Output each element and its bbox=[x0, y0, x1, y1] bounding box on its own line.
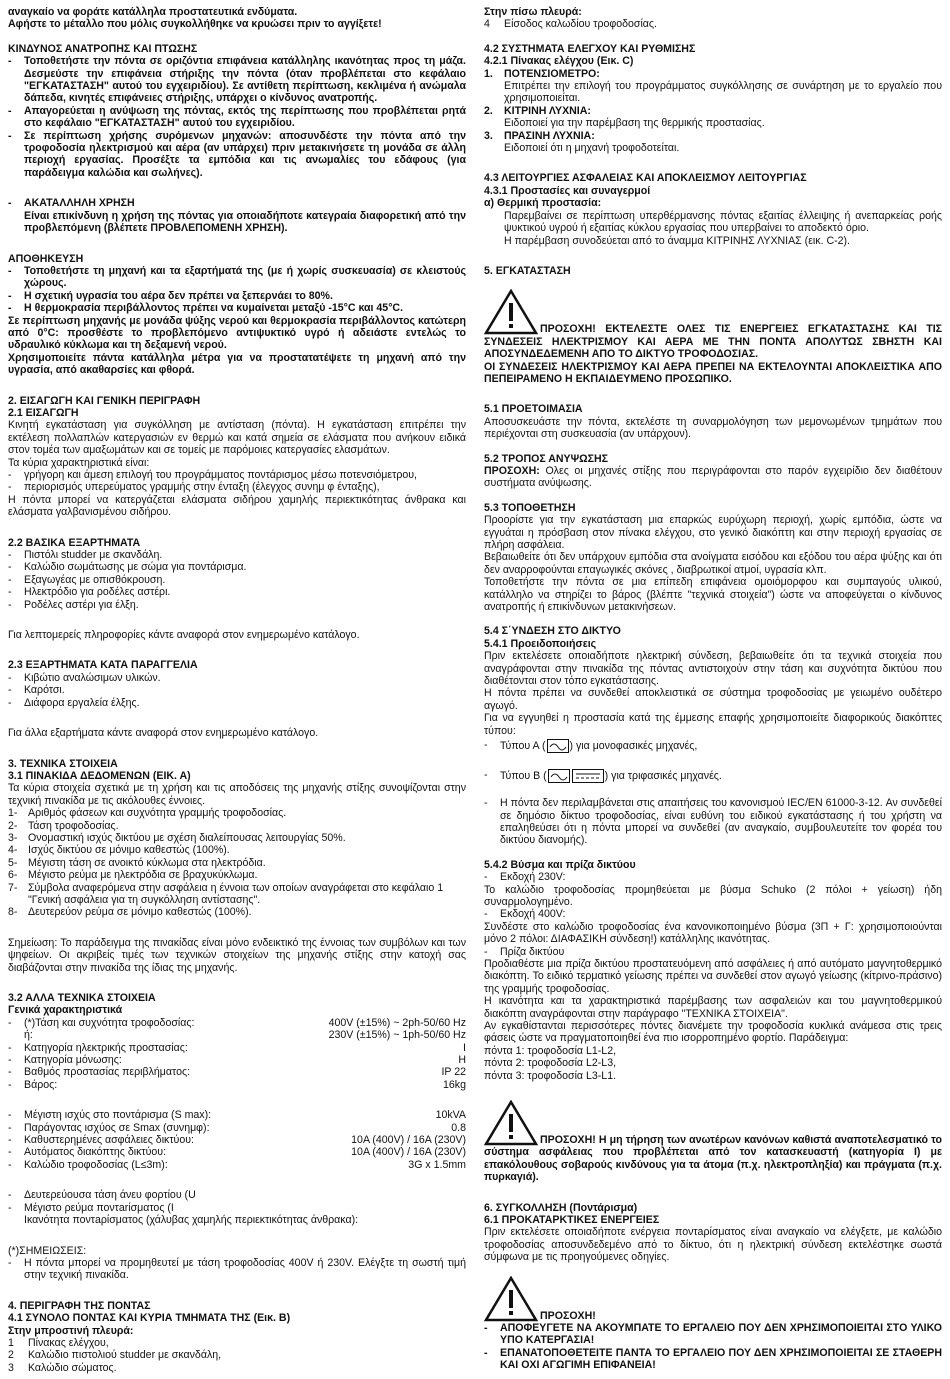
version-400-text: Συνδέστε στο καλώδιο τροφοδοσίας ένα κανονικοποιημένο βύσμα (3Π + Γ: χρησιμοποιούνται μόνο 2 πόλοι: ΔΙΑΦΑΣΙΚΗ σύνδεση!) κατάλληλης ικανότητας. bbox=[484, 920, 942, 946]
section-2-3-note: Για άλλα εξαρτήματα κάντε αναφορά στον ενημερωμένο κατάλογο. bbox=[8, 727, 319, 740]
section-5-1-text: Αποσυσκευάστε την πόντα, εκτελέστε τη συναρμολόγηση των μεμονωμένων τμημάτων που περιέχονται στη συσκευασία (αν υπάρχουν). bbox=[484, 415, 942, 441]
thermal-protection-note: Η παρέμβαση συνοδεύεται από το άναμμα ΚΙΤΡΙΝΗΣ ΛΥΧΝΙΑΣ (εικ. C-2). bbox=[504, 234, 850, 247]
section-3-2-title: 3.2 ΑΛΛΑ ΤΕΧΝΙΚΑ ΣΤΟΙΧΕΙΑ bbox=[8, 992, 156, 1004]
back-side-title: Στην πίσω πλευρά: bbox=[484, 6, 582, 18]
section-5-3-paragraph-1: Προορίστε για την εγκατάσταση μια επαρκώς ευρύχωρη περιοχή, χωρίς εμπόδια, ώστε να εγγυάται η πρόσβαση στον πίνακα ελέγχου, στο γενικό διακόπτη και στην περιοχή εργασίας σε πλήρη ασφάλεια. bbox=[484, 514, 942, 551]
section-4-2-1-title: 4.2.1 Πίνακας ελέγχου (Εικ. C) bbox=[484, 55, 634, 68]
control-item-text: Επιτρέπει την επιλογή του προγράμματος συγκόλλησης σε συνάρτηση με το εργαλείο που χρησιμοποιείται. bbox=[504, 80, 942, 105]
optional-item: - Διάφορα εργαλεία έλξης. bbox=[8, 696, 140, 709]
section-6-1-title: 6.1 ΠΡΟΚΑΤΑΡΚΤΙΚΕΣ ΕΝΕΡΓΕΙΕΣ bbox=[484, 1214, 660, 1227]
spec-row: - Αυτόματος διακόπτης δικτύου: 10A (400V) / 16A (230V) bbox=[8, 1146, 466, 1159]
front-item: 1 Πίνακας ελέγχου, bbox=[8, 1336, 109, 1349]
component-item: - Εξαγωγέας με οπισθόκρουση. bbox=[8, 573, 166, 586]
notes-item: - Η πόντα μπορεί να προμηθευτεί με τάση τροφοδοσίας 400V ή 230V. Ελέγξτε τη σωστή τιμή στην τεχνική πινακίδα. bbox=[8, 1256, 466, 1282]
section-5-4-1-title: 5.4.1 Προειδοποιήσεις bbox=[484, 637, 597, 650]
overturn-item: - Απαγορεύεται η ανύψωση της πόντας, εκτός της περίπτωσης που προβλέπεται ρητά στο κεφάλαιο "ΕΓΚΑΤΑΣΤΑΣΗ" αυτού του εγχειριδίου. bbox=[8, 104, 466, 130]
storage-item: - Η θερμοκρασία περιβάλλοντος πρέπει να κυμαίνεται μεταξύ -15°C και 45°C. bbox=[8, 302, 404, 315]
phase-line: πόντα 3: τροφοδοσία L3-L1. bbox=[484, 1069, 617, 1082]
warning-triangle-icon bbox=[484, 289, 538, 335]
socket-paragraph-3: Αν εγκαθίστανται περισσότερες πόντες διανέμετε την τροφοδοσία κυκλικά ανάμεσα στις τρεις φάσεις ώστε να πραγματοποιηθεί ένα πιο ισορροπημένο φορτίο. Παράδειγμα: bbox=[484, 1020, 942, 1045]
section-3-title: 3. ΤΕΧΝΙΚΑ ΣΤΟΙΧΕΙΑ bbox=[8, 757, 118, 770]
section-4-title: 4. ΠΕΡΙΓΡΑΦΗ ΤΗΣ ΠΟΝΤΑΣ bbox=[8, 1299, 151, 1312]
section-5-3-paragraph-3: Τοποθετήστε την πόντα σε μια επίπεδη επιφάνεια ομοιόμορφου και συμπαγούς υλικού, κατάλληλο να στηρίζει το βάρος (βλέπτε "τεχνικά στοιχεία") ώστε να αποφεύγεται ο κίνδυνος ανατροπής ή επικίνδυνων μετακινήσεων. bbox=[484, 576, 942, 614]
dc-symbol-icon bbox=[572, 769, 604, 783]
spec-line: Ικανότητα ποντaρίσματος (χάλυβας χαμηλής περιεκτικότητας άνθρακα): bbox=[24, 1214, 359, 1227]
section-2-2-note: Για λεπτομερείς πληροφορίες κάντε αναφορά στον ενημερωμένο κατάλογο. bbox=[8, 629, 360, 642]
storage-item: - Η σχετική υγρασία του αέρα δεν πρέπει να ξεπερνάει το 80%. bbox=[8, 289, 333, 302]
component-item: - Ηλεκτρόδιο για ροδέλες αστέρι. bbox=[8, 586, 171, 599]
section-5-4-2-title: 5.4.2 Βύσμα και πρίζα δικτύου bbox=[484, 858, 636, 871]
feature-item: - περιορισμός υπερεύματος γραμμής στην ένταξη (έλεγχος συνημ φ ένταξης), bbox=[8, 481, 380, 494]
section-5-title: 5. ΕΓΚΑΤΑΣΤΑΣΗ bbox=[484, 264, 571, 277]
storage-paragraph-1: Σε περίπτωση μηχανής με μονάδα ψύξης νερού και θερμοκρασία περιβάλλοντος κατώτερη από 0°C: προσθέστε το προβλεπόμενο αντιψυκτικό υγρό ή αδειάστε εντελώς το υδραυλικό κύκλωμα και τη δεξαμενή νερού. bbox=[8, 314, 466, 352]
socket-paragraph-2: Η ικανότητα και τα χαρακτηριστικά παρέμβασης των ασφαλειών και του μαγνητοθερμικού διακόπτη αναγράφονται στην παράγραφο "ΤΕΧΝΙΚΑ ΣΤΟΙΧΕΙΑ". bbox=[484, 995, 942, 1020]
section-2-1-paragraph-2: Τα κύρια χαρακτηριστικά είναι: bbox=[8, 456, 150, 469]
phase-line: πόντα 1: τροφοδοσία L1-L2, bbox=[484, 1044, 617, 1057]
section-5-4-1-paragraph-3: Για να εγγυηθεί η προστασία κατά της έμμεσης επαφής χρησιμοποιείτε διαφορικούς διακόπτες τύπου: bbox=[484, 712, 942, 737]
rcd-type-a: - Τύπου Α ( ) για μονοφασικές μηχανές, bbox=[484, 739, 698, 752]
optional-item: - Καρότσι. bbox=[8, 684, 65, 697]
right-column bbox=[484, 6, 942, 1371]
iec-note-item: - Η πόντα δεν περιλαμβάνεται στις απαιτήσεις του κανονισμού IEC/EN 61000-3-12. Αν συνδεθεί σε δημόσιο δίκτυο τροφοδοσίας, είναι ευθύνη του ειδικού εγκατάστασης ή του χρήστη να επαληθεύσει ότι η πόντα μπορεί να συνδεθεί (αν αναγκαίο, συμβουλευτείτε τον φορέα του δικτύου διανομής). bbox=[484, 797, 942, 847]
warning-tool-item: - ΑΠΟΦΕΥΓΕΤΕ ΝΑ ΑΚΟΥΜΠΑΤΕ ΤΟ ΕΡΓΑΛΕΙΟ ΠΟΥ ΔΕΝ ΧΡΗΣΙΜΟΠΟΙΕΙΤΑΙ ΣΤΟ ΥΛΙΚΟ ΥΠΟ ΚΑΤΕΡΓΑΣΙΑ! bbox=[484, 1321, 942, 1347]
spec-row: ή: 230V (±15%) ~ 1ph-50/60 Hz bbox=[24, 1029, 466, 1042]
section-3-1-title: 3.1 ΠΙΝΑΚΙΔΑ ΔΕΔΟΜΕΝΩΝ (ΕΙΚ. Α) bbox=[8, 769, 191, 782]
thermal-protection-title: α) Θερμική προστασία: bbox=[484, 197, 602, 210]
section-3-2-subtitle: Γενικά χαρακτηριστικά bbox=[8, 1004, 123, 1017]
optional-item: - Κιβώτιο αναλώσιμων υλικών. bbox=[8, 671, 161, 684]
overturn-item: - Σε περίπτωση χρήσης συρόμενων μηχανών: αποσυνδέστε την πόντα από την τροφοδοσία ηλεκτρισμού και αέρα (αν υπάρχει) πριν μετακινήσετε τη μονάδα σε άλλη περιοχή εργασίας. Προσέξτε τα εμπόδια και τις ανωμαλίες του εδάφους (για παράδειγμα καλώδια και σωλήνες). bbox=[8, 129, 466, 179]
section-3-1-note: Σημείωση: Το παράδειγμα της πινακίδας είναι μόνο ενδεικτικό της έννοιας των συμβόλων και των ψηφείων. Οι ακριβείς τιμές των τεχνικών στοιχείων της μηχανής στίξης στην κατοχή σας διαβάζονται στην πινακίδα της ίδιας της μηχανής. bbox=[8, 936, 466, 974]
version-230-title: - Εκδοχή 230V: bbox=[484, 871, 566, 884]
section-2-1-paragraph-3: Η πόντα μπορεί να κατεργάζεται ελάσματα σιδήρου χαμηλής περιεκτικότητας άνθρακα και ελάσματα γαλβανισμένου σιδήρου. bbox=[8, 493, 466, 519]
section-5-2-text: ΠΡΟΣΟΧΗ: Ολες οι μηχανές στίξης που περιγράφονται στο παρόν εγχειρίδιο δεν διαθέτουν συστήματα ανύψωσης. bbox=[484, 464, 942, 490]
spec-row: - Παράγοντας ισχύος σε Smax (συνημφ): 0.8 bbox=[8, 1121, 466, 1134]
misuse-text: Είναι επικίνδυνη η χρήση της πόντας για οποιαδήποτε κατεγραία διαφορετική από την προβλεπόμενη (βλέπετε ΠΡΟΒΛΕΠΟΜΕΝΗ ΧΡΗΣΗ). bbox=[24, 209, 466, 235]
back-item: 4 Είσοδος καλωδίου τροφοδοσίας. bbox=[484, 18, 657, 31]
warning-tool-title: ΠΡΟΣΟΧΗ! bbox=[540, 1310, 596, 1323]
front-item: 2 Καλώδιο πιστολιού studder με σκανδάλη, bbox=[8, 1349, 222, 1362]
spec-row: - (*)Τάση και συχνότητα τροφοδοσίας: 400V (±15%) ~ 2ph-50/60 Hz bbox=[8, 1016, 466, 1029]
feature-item: - γρήγορη και άμεση επιλογή του προγράμματος ποντάρισμος μέσω ποτενσιόμετρου, bbox=[8, 469, 417, 481]
warning-install-text: ΠΡΟΣΟΧΗ! ΕΚΤΕΛΕΣΤΕ ΟΛΕΣ ΤΙΣ ΕΝΕΡΓΕΙΕΣ ΕΓΚΑΤΑΣΤΑΣΗΣ ΚΑΙ ΤΙΣ ΣΥΝΔΕΣΕΙΣ ΗΛΕΚΤΡΙΣΜΟΥ ΚΑΙ ΑΕΡΑ ΜΕ ΤΗΝ ΠΟΝΤΑ ΑΠΟΛΥΤΩΣ ΣΒΗΣΤΗ ΚΑΙ ΑΠΟΣΥΝΔΕΔΕΜΕΝΗ ΑΠΟ ΤΟ ΔΙΚΤΥΟ ΤΡΟΦΟΔΟΣΙΑΣ. bbox=[484, 323, 942, 361]
storage-item: - Τοποθετήστε τη μηχανή και τα εξαρτήματά της (με ή χωρίς συσκευασία) σε κλειστούς χώρους. bbox=[8, 264, 466, 290]
notes-title: (*)ΣΗΜΕΙΩΣΕΙΣ: bbox=[8, 1244, 87, 1257]
spec-row: - Καλώδιο τροφοδοσίας (L≤3m): 3G x 1.5mm bbox=[8, 1158, 466, 1171]
warning-block bbox=[484, 1276, 942, 1322]
spec-row: - Μέγιστη ισχύς στο ποντάρισμα (S max): 10kVA bbox=[8, 1109, 466, 1122]
section-5-2-title: 5.2 ΤΡΟΠΟΣ ΑΝΥΨΩΣΗΣ bbox=[484, 452, 609, 465]
plate-item: 5- Μέγιστη τάση σε ανοικτό κύκλωμα στα ηλεκτρόδια. bbox=[8, 856, 266, 869]
spec-row: - Βαθμός προστασίας περιβλήματος: IP 22 bbox=[8, 1066, 466, 1079]
spec-line: - Μέγιστο ρεύμα ποντarίσματος (I bbox=[8, 1201, 174, 1214]
section-2-1-title: 2.1 ΕΙΣΑΓΩΓΗ bbox=[8, 406, 79, 419]
phase-line: πόντα 2: τροφοδοσία L2-L3, bbox=[484, 1057, 617, 1070]
version-400-title: - Εκδοχή 400V: bbox=[484, 908, 566, 921]
section-5-1-title: 5.1 ΠΡΟΕΤΟΙΜΑΣΙΑ bbox=[484, 403, 583, 416]
socket-title: - Πρίζα δικτύου bbox=[484, 945, 565, 958]
component-item: - Πιστόλι studder με σκανδάλη. bbox=[8, 549, 163, 562]
plate-item: 6- Μέγιστο ρεύμα με ηλεκτρόδια σε βραχυκύκλωμα. bbox=[8, 869, 258, 882]
control-item: 3. ΠΡΑΣΙΝΗ ΛΥΧΝΙΑ: bbox=[484, 129, 595, 142]
left-column bbox=[8, 6, 466, 1374]
section-6-1-text: Πριν εκτελέσετε οποιαδήποτε ενέργεια ποντaρίσματος είναι αναγκαίο να ελέγξετε, με καλώδιο τροφοδοσίας αποσυνδεδεμένο από το δίκτυο, ότι η ηλεκτρική σύνδεση εκτελέστηκε σωστά σύμφωνα με τις προηγούμενες οδηγίες. bbox=[484, 1226, 942, 1264]
warning-grounding-text: ΠΡΟΣΟΧΗ! Η μη τήρηση των ανωτέρων κανόνων καθιστά αναποτελεσματικό το σύστημα ασφάλειας που προβλέπεται από τον κατασκευαστή (κατηγορία I) με επακόλουθους σοβαρούς κινδύνους για τα άτομα (π.χ. ηλεκτροπληξία) και πράγματα (π.χ. πυρκαγιά). bbox=[484, 1134, 942, 1184]
warning-triangle-icon bbox=[484, 1100, 538, 1146]
section-3-1-paragraph: Τα κύρια στοιχεία σχετικά με τη χρήση και τις αποδόσεις της μηχανής στίξης συνοψίζονται στην τεχνική πινακίδα με τις ακόλουθες έννοιες. bbox=[8, 782, 466, 807]
section-2-title: 2. ΕΙΣΑΓΩΓΗ ΚΑΙ ΓΕΝΙΚΗ ΠΕΡΙΓΡΑΦΗ bbox=[8, 394, 201, 407]
section-4-3-1-title: 4.3.1 Προστασίες και συναγερμοί bbox=[484, 184, 651, 197]
section-6-title: 6. ΣΥΓΚΟΛΛΗΣΗ (Ποντάρισμα) bbox=[484, 1201, 638, 1214]
section-4-2-title: 4.2 ΣΥΣΤΗΜΑΤΑ ΕΛΕΓΧΟΥ ΚΑΙ ΡΥΘΜΙΣΗΣ bbox=[484, 42, 696, 55]
warning-install-text-2: ΟΙ ΣΥΝΔΕΣΕΙΣ ΗΛΕΚΤΡΙΣΜΟΥ ΚΑΙ ΑΕΡΑ ΠΡΕΠΕΙ ΝΑ ΕΚΤΕΛΟΥΝΤΑΙ ΑΠΟΚΛΕΙΣΤΙΚΑ ΑΠΟ ΠΕΠΕΙΡΑΜΕΝΟ Η ΕΚΠΑΙΔΕΥΜΕΝΟ ΠΡΟΣΩΠΙΚΟ. bbox=[484, 360, 942, 385]
plate-item: 3- Ονομαστική ισχύς δικτύου με σχέση διαλείπουσας λειτουργίας 50%. bbox=[8, 831, 346, 844]
control-item: 2. ΚΙΤΡΙΝΗ ΛΥΧΝΙΑ: bbox=[484, 104, 591, 117]
version-230-text: Το καλώδιο τροφοδοσίας προμηθεύεται με βύσμα Schuko (2 πόλοι + γείωση) ήδη συναρμολογημένο. bbox=[484, 883, 942, 908]
section-5-4-1-paragraph-1: Πριν εκτελέσετε οποιαδήποτε ηλεκτρική σύνδεση, βεβαιωθείτε ότι τα τεχνικά στοιχεία που αναγράφονται στην πινακίδα της πόντας αντιστοιχούν στην τάση και συχνότητα δικτύου που διαθέτονται στον τόπο εγκατάστασης. bbox=[484, 650, 942, 688]
spec-line: - Δευτερεύουσα τάση άνευ φορτίου (U bbox=[8, 1189, 196, 1202]
plate-item: 8- Δευτερεύον ρεύμα σε μόνιμο καθεστώς (100%). bbox=[8, 906, 252, 919]
plate-item: 2- Τάση τροφοδοσίας. bbox=[8, 819, 119, 832]
control-item-text: Ειδοποιεί για την παρέμβαση της θερμικής προστασίας. bbox=[504, 117, 765, 130]
section-5-3-title: 5.3 ΤΟΠΟΘΕΤΗΣΗ bbox=[484, 501, 576, 514]
front-item: 3 Καλώδιο σώματος. bbox=[8, 1361, 117, 1374]
intro-line-1: αναγκαίο να φοράτε κατάλληλα προστατευτικά ενδύματα. bbox=[8, 6, 298, 18]
misuse-title: - ΑΚΑΤΑΛΛΗΛΗ ΧΡΗΣΗ bbox=[8, 197, 135, 210]
section-5-4-1-paragraph-2: Η πόντα πρέπει να συνδεθεί αποκλειστικά σε σύστημα τροφοδοσίας με γειωμένο ουδέτερο αγωγό. bbox=[484, 687, 942, 712]
section-4-1-title: 4.1 ΣΥΝΟΛΟ ΠΟΝΤΑΣ ΚΑΙ ΚΥΡΙΑ ΤΜΗΜΑΤΑ ΤΗΣ (Εικ. Β) bbox=[8, 1312, 291, 1325]
ac-sine-symbol-icon bbox=[547, 739, 569, 753]
overturn-item: - Τοποθετήστε την πόντα σε οριζόντια επιφάνεια κατάλληλης ικανότητας προς τη μάζα. Δεσμεύστε την επιφάνεια στήριξης την πόντα (όταν προβλέπεται στο κεφάλαιο "ΕΓΚΑΤΑΣΤΑΣΗ" αυτού του εγχειριδίου). Σε αντίθετη περίπτωση, κεκλιμένα ή ανώμαλα δάπεδα, κινητές επιφάνειες στήριξης, υπάρχει ο κίνδυνος ανατροπής. bbox=[8, 55, 466, 105]
plate-item: 1- Αριθμός φάσεων και συχνότητα γραμμής τροφοδοσίας. bbox=[8, 807, 287, 820]
section-2-1-paragraph-1: Κινητή εγκατάσταση για συγκόλληση με αντίσταση (πόντα). Η εγκατάσταση επιτρέπει την εκτέλεση πολλαπλών κατεργασιών εν θερμώ και κατά σημεία σε ελάσματα που ανήκουν ειδικά στον τομέα των αμαξωμάτων και σε τομείς με παρόμοιες κατεργασίες ελασμάτων. bbox=[8, 419, 466, 457]
overturn-title: ΚΙΝΔΥΝΟΣ ΑΝΑΤΡΟΠΗΣ ΚΑΙ ΠΤΩΣΗΣ bbox=[8, 42, 198, 55]
storage-title: ΑΠΟΘΗΚΕΥΣΗ bbox=[8, 252, 84, 265]
component-item: - Ροδέλες αστέρι για έλξη. bbox=[8, 598, 139, 611]
section-4-3-title: 4.3 ΛΕΙΤΟΥΡΓΙΕΣ ΑΣΦΑΛΕΙΑΣ ΚΑΙ ΑΠΟΚΛΕΙΣΜΟΥ ΛΕΙΤΟΥΡΓΙΑΣ bbox=[484, 172, 807, 185]
rcd-type-b: - Τύπου Β ( ) για τριφασικές μηχανές. bbox=[484, 769, 722, 782]
section-5-4-title: 5.4 Σ΄ΥΝΔΕΣΗ ΣΤΟ ΔΙΚΤΥΟ bbox=[484, 625, 621, 638]
spec-row: - Βάρος: 16kg bbox=[8, 1078, 466, 1091]
warning-triangle-icon bbox=[484, 1276, 538, 1322]
spec-row: - Κατηγορία μόνωσης: H bbox=[8, 1054, 466, 1067]
storage-paragraph-2: Χρησιμοποιείτε πάντα κατάλληλα μέτρα για να προστατατέψετε τη μηχανή από την υγρασία, από ακαθαρσίες και φθορά. bbox=[8, 351, 466, 377]
plate-item: 7- Σύμβολα αναφερόμενα στην ασφάλεια η έννοια των οποίων αναγράφεται στο κεφάλαιο 1 "Γενική ασφάλεια για τη συγκόλληση αντίστασης". bbox=[8, 881, 444, 906]
ac-sine-symbol-icon bbox=[548, 769, 570, 783]
warning-tool-item: - ΕΠΑΝΑΤΟΠΟΘΕΤΕΙΤΕ ΠΑΝΤΑ ΤΟ ΕΡΓΑΛΕΙΟ ΠΟΥ ΔΕΝ ΧΡΗΣΙΜΟΠΟΙΕΙΤΑΙ ΣΕ ΣΤΑΘΕΡΗ ΚΑΙ ΟΧΙ ΑΓΩΓΙΜΗ ΕΠΙΦΑΝΕΙΑ! bbox=[484, 1346, 942, 1371]
plate-item: 4- Ισχύς δικτύου σε μόνιμο καθεστώς (100%). bbox=[8, 844, 230, 857]
socket-paragraph-1: Προδιαθέστε μια πρίζα δικτύου προστατευόμενη από ασφάλειες ή από αυτόματο μαγνητοθερμικό διακόπτη. Το ειδικό τερματικό γείωσης πρέπει να συνδεθεί στον αγωγό γείωσης (κίτρινο-πράσινο) της γραμμής τροφοδοσίας. bbox=[484, 957, 942, 995]
component-item: - Καλώδιο σωμάτωσης με σώμα για ποντάρισμα. bbox=[8, 561, 247, 574]
section-2-3-title: 2.3 ΕΞΑΡΤΗΜΑΤΑ ΚΑΤΑ ΠΑΡΑΓΓΕΛΙΑ bbox=[8, 659, 198, 672]
spec-row: - Καθυστερημένες ασφάλειες δικτύου: 10A (400V) / 16A (230V) bbox=[8, 1134, 466, 1147]
front-side-title: Στην μπροστινή πλευρά: bbox=[8, 1324, 134, 1337]
thermal-protection-text: Παρεμβαίνει σε περίπτωση υπερθέρμανσης πόντας εξαιτίας έλλειψης ή ανεπαρκείας ροής ψυκτικού υγρού ή εξαιτίας κύκλου εργασίας που υπερβαίνει το αποδεκτό όριο. bbox=[504, 209, 942, 235]
section-2-2-title: 2.2 ΒΑΣΙΚΑ ΕΞΑΡΤΗΜΑΤΑ bbox=[8, 536, 141, 549]
section-5-3-paragraph-2: Βεβαιωθείτε ότι δεν υπάρχουν εμπόδια στα ανοίγματα εισόδου και εξόδου του αέρα ψύξης και ότι δεν αναρροφούνται επαγωγικές σκόνες , διαβρωτικοί ατμοί, υγρασία κλπ. bbox=[484, 551, 942, 576]
intro-line-2: Αφήστε το μέταλλο που μόλις συγκολλήθηκε να κρυώσει πριν το αγγίξετε! bbox=[8, 18, 382, 31]
control-item: 1. ΠΟΤΕΝΣΙΟΜΕΤΡΟ: bbox=[484, 67, 600, 80]
spec-row: - Κατηγορία ηλεκτρικής προστασίας: I bbox=[8, 1041, 466, 1054]
control-item-text: Ειδοποιεί ότι η μηχανή τροφοδοτείται. bbox=[504, 142, 680, 155]
